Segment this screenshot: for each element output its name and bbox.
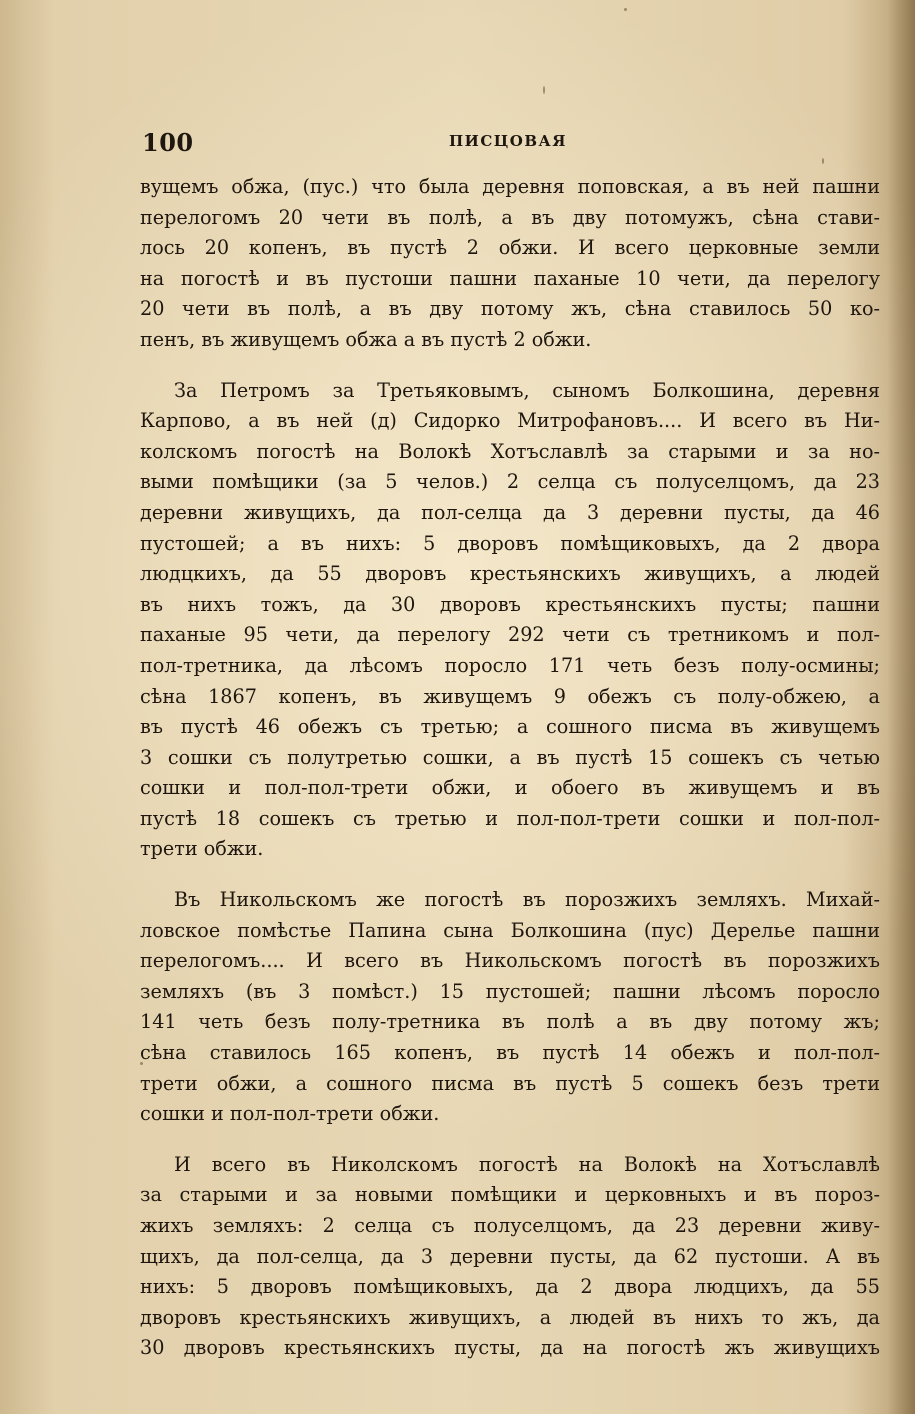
text-line: 3 сошки съ полутретью сошки, а въ пустѣ 15 сошекъ съ четью xyxy=(140,745,880,769)
text-line: пол-третника, да лѣсомъ поросло 171 четь безъ полу-осмины; xyxy=(140,653,880,677)
text-line: колскомъ погостѣ на Волокѣ Хотъславлѣ за старыми и за но- xyxy=(140,439,880,463)
text-line: сошки и пол-пол-трети обжи, и обоего въ живущемъ и въ xyxy=(140,776,880,800)
page-header xyxy=(138,128,878,164)
text-line: Карпово, а въ ней (д) Сидорко Митрофановъ.... И всего въ Ни- xyxy=(140,409,880,433)
text-line: земляхъ (въ 3 помѣст.) 15 пустошей; пашни лѣсомъ поросло xyxy=(140,979,880,1003)
text-line: выми помѣщики (за 5 челов.) 2 селца съ полуселцомъ, да 23 xyxy=(140,470,880,494)
text-line: пенъ, въ живущемъ обжа а въ пустѣ 2 обжи. xyxy=(140,327,592,351)
text-line: перелогомъ.... И всего въ Никольскомъ погостѣ въ порозжихъ xyxy=(140,949,880,973)
text-line: ловское помѣстье Папина сына Болкошина (пус) Дерелье пашни xyxy=(140,918,880,942)
text-line: трети обжи. xyxy=(140,837,264,861)
text-line: За Петромъ за Третьяковымъ, сыномъ Болкошина, деревня xyxy=(174,378,880,402)
text-line: деревни живущихъ, да пол-селца да 3 деревни пусты, да 46 xyxy=(140,500,880,524)
page-number: 100 xyxy=(142,128,194,157)
text-line: въ пустѣ 46 обежъ съ третью; а сошного писма въ живущемъ xyxy=(140,715,880,739)
text-line: Въ Никольскомъ же погостѣ въ порозжихъ земляхъ. Михай- xyxy=(174,888,880,912)
text-line: перелогомъ 20 чети въ полѣ, а въ дву потомужъ, сѣна стави- xyxy=(140,205,880,229)
text-line: трети обжи, а сошного писма въ пустѣ 5 сошекъ безъ трети xyxy=(140,1071,880,1095)
text-line: пустошей; а въ нихъ: 5 дворовъ помѣщиковыхъ, да 2 двора xyxy=(140,531,880,555)
text-line: дворовъ крестьянскихъ живущихъ, а людей въ нихъ то жъ, да xyxy=(140,1305,880,1329)
text-line: сошки и пол-пол-трети обжи. xyxy=(140,1102,440,1126)
text-line: жихъ земляхъ: 2 селца съ полуселцомъ, да 23 деревни живу- xyxy=(140,1214,880,1237)
text-line: 20 чети въ полѣ, а въ дву потому жъ, сѣна ставилось 50 ко- xyxy=(140,297,880,321)
text-line: сѣна 1867 копенъ, въ живущемъ 9 обежъ съ полу-обжею, а xyxy=(140,684,880,708)
paragraph-3 xyxy=(140,885,880,1130)
text-line: И всего въ Николскомъ погостѣ на Волокѣ на Хотъславлѣ xyxy=(174,1152,880,1176)
paragraph-1 xyxy=(140,172,880,356)
text-line: 30 дворовъ крестьянскихъ пусты, да на погостѣ жъ живущихъ xyxy=(140,1336,880,1360)
text-line: сѣна ставилось 165 копенъ, въ пустѣ 14 обежъ и пол-пол- xyxy=(140,1041,880,1065)
text-line: нихъ: 5 дворовъ помѣщиковыхъ, да 2 двора людцихъ, да 55 xyxy=(140,1275,880,1299)
binding-shadow xyxy=(887,0,915,1414)
body-text xyxy=(140,172,880,1384)
text-line: за старыми и за новыми помѣщики и церковныхъ и въ пороз- xyxy=(140,1183,880,1207)
text-line: вущемъ обжа, (пус.) что была деревня поповская, а въ ней пашни xyxy=(140,175,880,198)
running-title: ПИСЦОВАЯ xyxy=(449,132,567,150)
text-line: въ нихъ тожъ, да 30 дворовъ крестьянскихъ пусты; пашни xyxy=(140,592,880,616)
text-line: на погостѣ и въ пустоши пашни паханые 10 чети, да перелогу xyxy=(140,266,880,290)
text-line: щихъ, да пол-селца, да 3 деревни пусты, да 62 пустоши. А въ xyxy=(140,1244,880,1268)
text-line: пустѣ 18 сошекъ съ третью и пол-пол-трети сошки и пол-пол- xyxy=(140,806,880,830)
text-line: 141 четь безъ полу-третника въ полѣ а въ дву потому жъ; xyxy=(140,1010,880,1034)
text-line: лось 20 копенъ, въ пустѣ 2 обжи. И всего церковные земли xyxy=(140,236,880,260)
paragraph-2 xyxy=(140,376,880,866)
paper-speck xyxy=(624,8,627,11)
paragraph-4 xyxy=(140,1150,880,1364)
paper-speck xyxy=(543,86,545,94)
text-line: людцкихъ, да 55 дворовъ крестьянскихъ живущихъ, а людей xyxy=(140,562,880,586)
text-line: паханые 95 чети, да перелогу 292 чети съ третникомъ и пол- xyxy=(140,623,880,647)
